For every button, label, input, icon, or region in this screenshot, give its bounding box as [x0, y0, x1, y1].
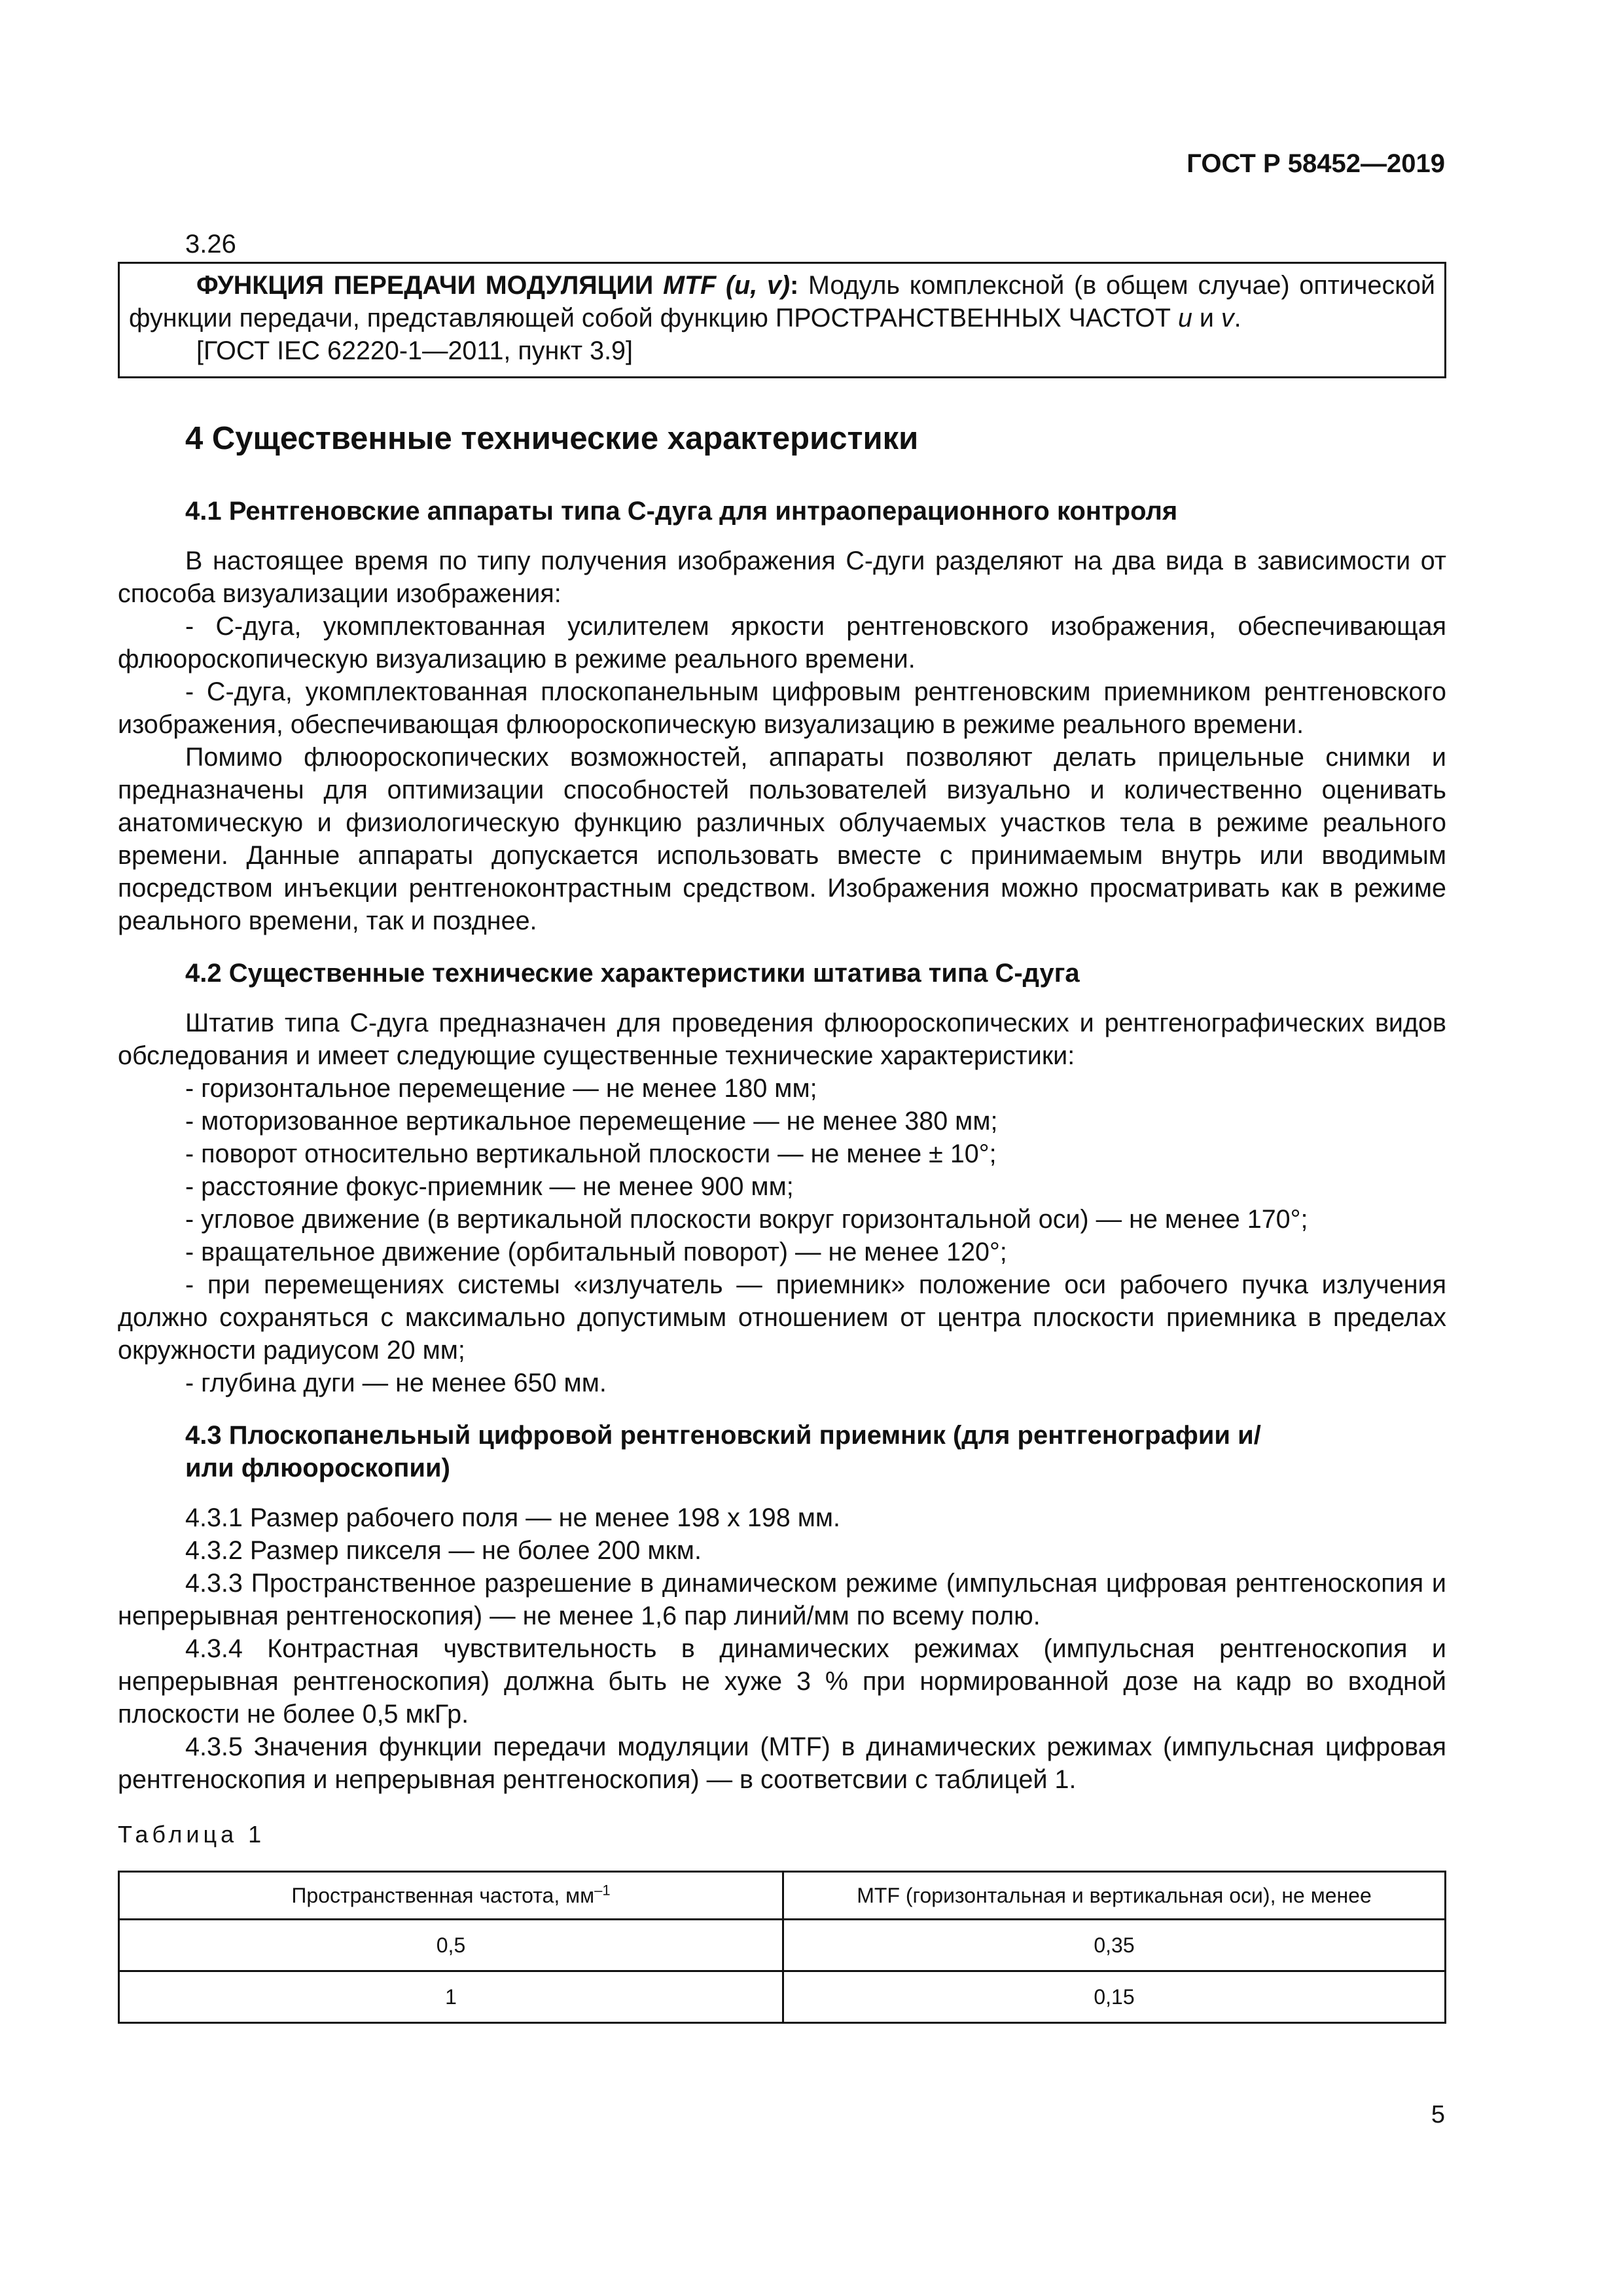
table-row	[119, 1971, 1446, 2023]
table-header-cell: MTF (горизонтальная и вертикальная оси), не менее	[783, 1872, 1446, 1920]
term-definition	[129, 269, 1435, 334]
term-period: .	[1234, 304, 1241, 332]
section-4-2	[118, 957, 1446, 1399]
list-item: - глубина дуги — не менее 650 мм.	[185, 1369, 607, 1397]
table-caption: Таблица 1	[118, 1821, 266, 1848]
mtf-table	[118, 1871, 1446, 2024]
clause: 4.3.4 Контрастная чувствительность в динамических режимах (импульсная рентгеноскопия и непрерывная рентгеноскопия) должна быть не хуже 3 % при нормированной дозе на кадр во входной плоскости не более 0,5 мкГр.	[118, 1634, 1446, 1729]
section-4-3-title: 4.3 Плоскопанельный цифровой рентгеновский приемник (для рентгенографии и/или флюороскопии)	[185, 1421, 1261, 1482]
term-colon: :	[790, 271, 799, 300]
table-cell: 0,5	[119, 1920, 783, 1971]
list-item: - при перемещениях системы «излучатель — приемник» положение оси рабочего пучка излучения должно сохраняться с максимально допустимым отношением от центра плоскости приемника в пределах окружности радиусом 20 мм;	[118, 1270, 1446, 1365]
paragraph: Помимо флюороскопических возможностей, аппараты позволяют делать прицельные снимки и предназначены для оптимизации способностей пользователей визуально и количественно оценивать анатомическую и физиологическую функцию различных облучаемых участков тела в режиме реального времени. Данные аппараты допускается использовать вместе с принимаемым внутрь или вводимым посредством инъекции рентгеноконтрастным средством. Изображения можно просматривать как в режиме реального времени, так и позднее.	[118, 743, 1446, 935]
clause: 4.3.5 Значения функции передачи модуляции (MTF) в динамических режимах (импульсная цифровая рентгеноскопия и непрерывная рентгеноскопия) — в соответсвии с таблицей 1.	[118, 1732, 1446, 1794]
list-item: - горизонтальное перемещение — не менее 180 мм;	[185, 1074, 817, 1103]
term-var-u: u	[1177, 304, 1192, 332]
term-number: 3.26	[185, 230, 236, 259]
table-cell: 0,35	[783, 1920, 1446, 1971]
list-item: - поворот относительно вертикальной плоскости — не менее ± 10°;	[185, 1139, 997, 1168]
term-and: и	[1192, 304, 1221, 332]
term-definition-box	[118, 262, 1446, 378]
paragraph: - С-дуга, укомплектованная усилителем яркости рентгеновского изображения, обеспечивающая флюороскопическую визуализацию в режиме реального времени.	[118, 612, 1446, 673]
term-definition-text: Модуль комплексной (в общем случае) оптической функции передачи, представляющей собой функцию ПРОСТРАНСТВЕННЫХ ЧАСТОТ	[129, 271, 1435, 332]
table-header-row	[119, 1872, 1446, 1920]
paragraph: В настоящее время по типу получения изображения С-дуги разделяют на два вида в зависимости от способа визуализации изображения:	[118, 547, 1446, 608]
section-4-2-title: 4.2 Существенные технические характеристики штатива типа С-дуга	[185, 959, 1080, 988]
paragraph: Штатив типа С-дуга предназначен для проведения флюороскопических и рентгенографических видов обследования и имеет следующие существенные технические характеристики:	[118, 1009, 1446, 1070]
clause: 4.3.3 Пространственное разрешение в динамическом режиме (импульсная цифровая рентгеноскопия и непрерывная рентгеноскопия) — не менее 1,6 пар линий/мм по всему полю.	[118, 1569, 1446, 1630]
list-item: - вращательное движение (орбитальный поворот) — не менее 120°;	[185, 1238, 1007, 1266]
section-4-title: 4 Существенные технические характеристики	[185, 421, 919, 456]
section-4-1-title: 4.1 Рентгеновские аппараты типа С-дуга для интраоперационного контроля	[185, 497, 1178, 526]
table-cell: 0,15	[783, 1971, 1446, 2023]
standard-header: ГОСТ Р 58452—2019	[1186, 149, 1445, 178]
main-content	[118, 419, 1446, 2024]
term-source: [ГОСТ IEC 62220-1—2011, пункт 3.9]	[196, 336, 633, 365]
list-item: - расстояние фокус-приемник — не менее 900 мм;	[185, 1172, 794, 1201]
term-var-v: v	[1221, 304, 1234, 332]
clause: 4.3.2 Размер пикселя — не более 200 мкм.	[185, 1536, 702, 1565]
list-item: - моторизованное вертикальное перемещение — не менее 380 мм;	[185, 1107, 998, 1136]
section-4-1	[118, 495, 1446, 937]
page-number: 5	[1431, 2101, 1445, 2128]
list-item: - угловое движение (в вертикальной плоскости вокруг горизонтальной оси) — не менее 170°;	[185, 1205, 1308, 1234]
table-cell: 1	[119, 1971, 783, 2023]
paragraph: - С-дуга, укомплектованная плоскопанельным цифровым рентгеновским приемником рентгеновского изображения, обеспечивающая флюороскопическую визуализацию в режиме реального времени.	[118, 677, 1446, 739]
section-4-3	[118, 1419, 1446, 1796]
clause: 4.3.1 Размер рабочего поля — не менее 198 х 198 мм.	[185, 1503, 841, 1532]
term-name: ФУНКЦИЯ ПЕРЕДАЧИ МОДУЛЯЦИИ	[196, 271, 654, 300]
term-symbol: MTF (u, v)	[663, 271, 791, 300]
table-row	[119, 1920, 1446, 1971]
table-header-cell	[119, 1872, 783, 1920]
header-superscript: –1	[594, 1882, 611, 1899]
header-frequency: Пространственная частота, мм	[291, 1884, 595, 1907]
